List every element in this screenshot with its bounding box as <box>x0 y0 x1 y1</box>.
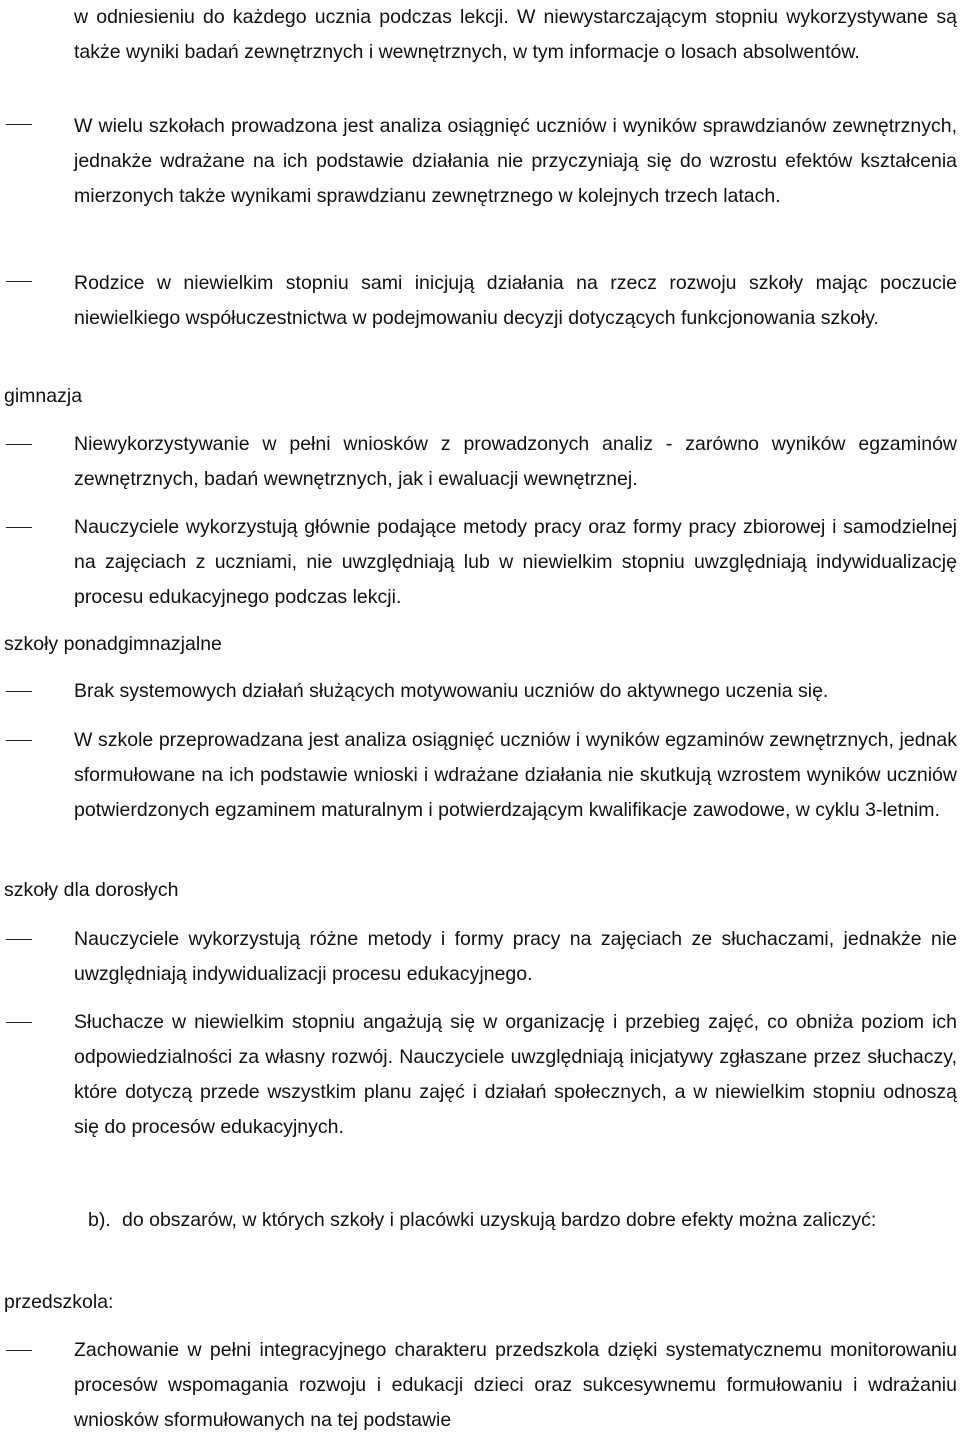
list-item: Rodzice w niewielkim stopniu sami inicjują działania na rzecz rozwoju szkoły mając poczucie niewielkiego współuczestnictwa w podejmowaniu decyzji dotyczących funkcjonowania szkoły. <box>74 272 957 329</box>
list-item: Słuchacze w niewielkim stopniu angażują się w organizację i przebieg zajęć, co obniża poziom ich odpowiedzialności za własny rozwój. Nauczyciele uwzględniają inicjatywy zgłaszane przez słuchaczy, które dotyczą przede wszystkim planu zajęć i działań społecznych, a w niewielkim stopniu odnoszą się do procesów edukacyjnych. <box>74 1011 957 1138</box>
dash-bullet-marker <box>6 1350 32 1351</box>
list-item: Nauczyciele wykorzystują głównie podające metody pracy oraz formy pracy zbiorowej i samodzielnej na zajęciach z uczniami, nie uwzględniają lub w niewielkim stopniu uwzględniają indywidualizację procesu edukacyjnego podczas lekcji. <box>74 516 957 608</box>
list-item: Niewykorzystywanie w pełni wniosków z prowadzonych analiz - zarówno wyników egzaminów zewnętrznych, badań wewnętrznych, jak i ewaluacji wewnętrznej. <box>74 433 957 490</box>
dash-bullet-marker <box>6 691 32 692</box>
list-item: Brak systemowych działań służących motywowaniu uczniów do aktywnego uczenia się. <box>74 680 829 702</box>
list-item: Zachowanie w pełni integracyjnego charakteru przedszkola dzięki systematycznemu monitorowaniu procesów wspomagania rozwoju i edukacji dzieci oraz sukcesywnemu formułowaniu i wdrażaniu wniosków sformułowanych na tej podstawie <box>74 1339 957 1431</box>
intro-continuation-paragraph: w odniesieniu do każdego ucznia podczas lekcji. W niewystarczającym stopniu wykorzystywane są także wyniki badań zewnętrznych i wewnętrznych, w tym informacje o losach absolwentów. <box>74 6 957 63</box>
dash-bullet-marker <box>6 939 32 940</box>
dash-bullet-marker <box>6 444 32 445</box>
section-heading-przedszkola: przedszkola: <box>4 1291 114 1313</box>
dash-bullet-marker <box>6 527 32 528</box>
dash-bullet-marker <box>6 740 32 741</box>
list-item: W wielu szkołach prowadzona jest analiza osiągnięć uczniów i wyników sprawdzianów zewnętrznych, jednakże wdrażane na ich podstawie działania nie przyczyniają się do wzrostu efektów kształcenia mierzonych także wynikami sprawdzianu zewnętrznego w kolejnych trzech latach. <box>74 115 957 207</box>
subsection-title: do obszarów, w których szkoły i placówki uzyskują bardzo dobre efekty można zaliczyć: <box>122 1209 877 1231</box>
dash-bullet-marker <box>6 124 32 125</box>
list-item: Nauczyciele wykorzystują różne metody i formy pracy na zajęciach ze słuchaczami, jednakże nie uwzględniają indywidualizacji procesu edukacyjnego. <box>74 928 957 985</box>
dash-bullet-marker <box>6 1022 32 1023</box>
section-heading-gimnazja: gimnazja <box>4 385 83 407</box>
dash-bullet-marker <box>6 281 32 282</box>
section-heading-ponadgimnazjalne: szkoły ponadgimnazjalne <box>4 633 222 655</box>
section-heading-dorosli: szkoły dla dorosłych <box>4 879 179 901</box>
subsection-marker: b). <box>88 1209 111 1231</box>
list-item: W szkole przeprowadzana jest analiza osiągnięć uczniów i wyników egzaminów zewnętrznych, jednak sformułowane na ich podstawie wnioski i wdrażane działania nie skutkują wzrostem wyników uczniów potwierdzonych egzaminem maturalnym i potwierdzającym kwalifikacje zawodowe, w cyklu 3-letnim. <box>74 729 957 821</box>
